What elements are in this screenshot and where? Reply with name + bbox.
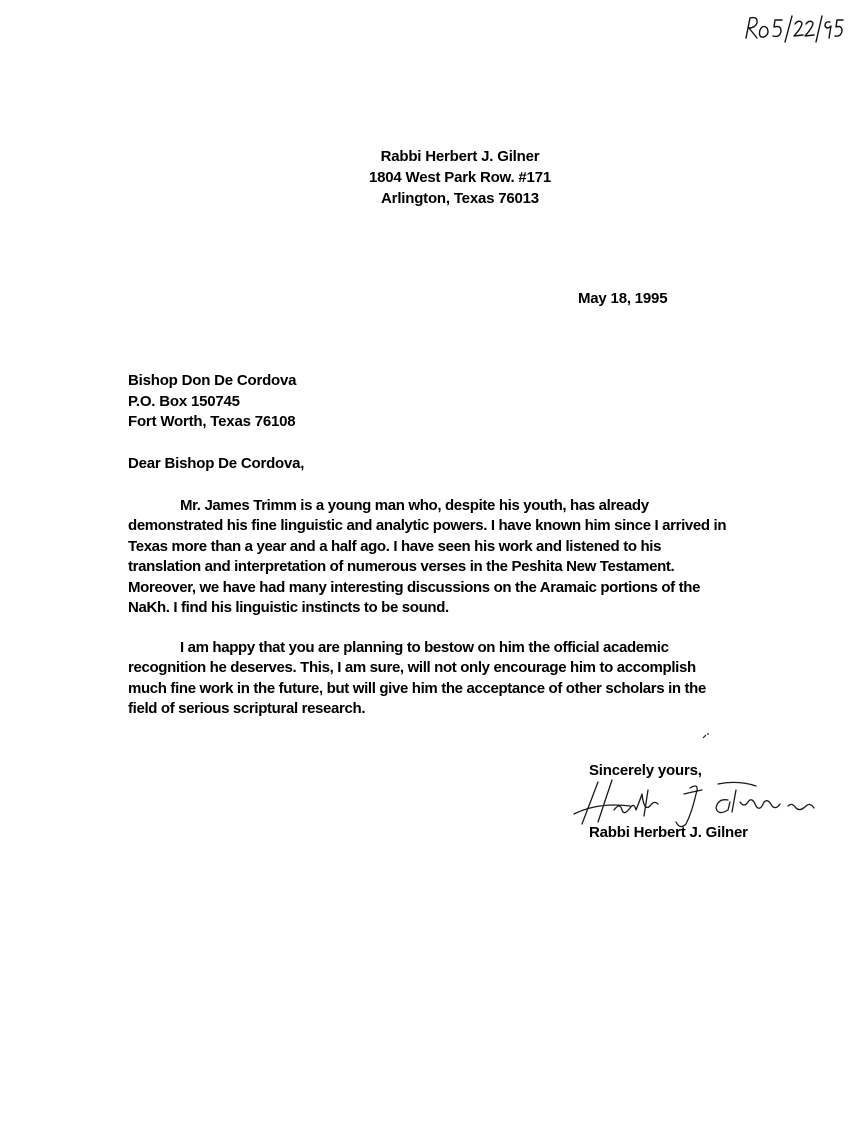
recipient-city: Fort Worth, Texas 76108 — [128, 413, 296, 430]
letterhead — [300, 146, 620, 209]
paragraph-line: Moreover, we have had many interesting discussions on the Aramaic portions of the — [128, 578, 701, 596]
sender-street: 1804 West Park Row. #171 — [369, 169, 551, 186]
paragraph-line: I am happy that you are planning to bestow on him the official academic — [180, 639, 669, 656]
paragraph-line: recognition he deserves. This, I am sure, will not only encourage him to accomplish — [128, 659, 696, 677]
body-paragraph-1 — [128, 496, 778, 618]
paragraph-line: much fine work in the future, but will give him the acceptance of other scholars in the — [128, 679, 706, 697]
salutation: Dear Bishop De Cordova, — [128, 455, 305, 472]
recipient-address — [128, 371, 296, 433]
body-paragraph-2 — [128, 638, 778, 720]
closing: Sincerely yours, — [589, 762, 702, 779]
signature-drawing — [568, 772, 828, 832]
handwritten-note-drawing — [740, 12, 850, 46]
handwritten-signature — [568, 772, 828, 832]
sender-name: Rabbi Herbert J. Gilner — [380, 148, 540, 165]
paragraph-line: field of serious scriptural research. — [128, 700, 366, 718]
recipient-name: Bishop Don De Cordova — [128, 372, 297, 389]
recipient-box: P.O. Box 150745 — [128, 392, 240, 410]
sender-city: Arlington, Texas 76013 — [381, 190, 539, 207]
signer-name: Rabbi Herbert J. Gilner — [589, 824, 748, 841]
paragraph-line: demonstrated his fine linguistic and analytic powers. I have known him since I arrived in — [128, 517, 727, 535]
paragraph-line: NaKh. I find his linguistic instincts to be sound. — [128, 599, 449, 617]
handwritten-annotation — [740, 12, 850, 46]
paragraph-line: Texas more than a year and a half ago. I have seen his work and listened to his — [128, 537, 662, 555]
paragraph-line: translation and interpretation of numerous verses in the Peshita New Testament. — [128, 558, 675, 576]
paragraph-line: Mr. James Trimm is a young man who, despite his youth, has already — [180, 497, 649, 514]
stray-ink-mark — [700, 728, 712, 738]
letter-date: May 18, 1995 — [578, 290, 668, 307]
